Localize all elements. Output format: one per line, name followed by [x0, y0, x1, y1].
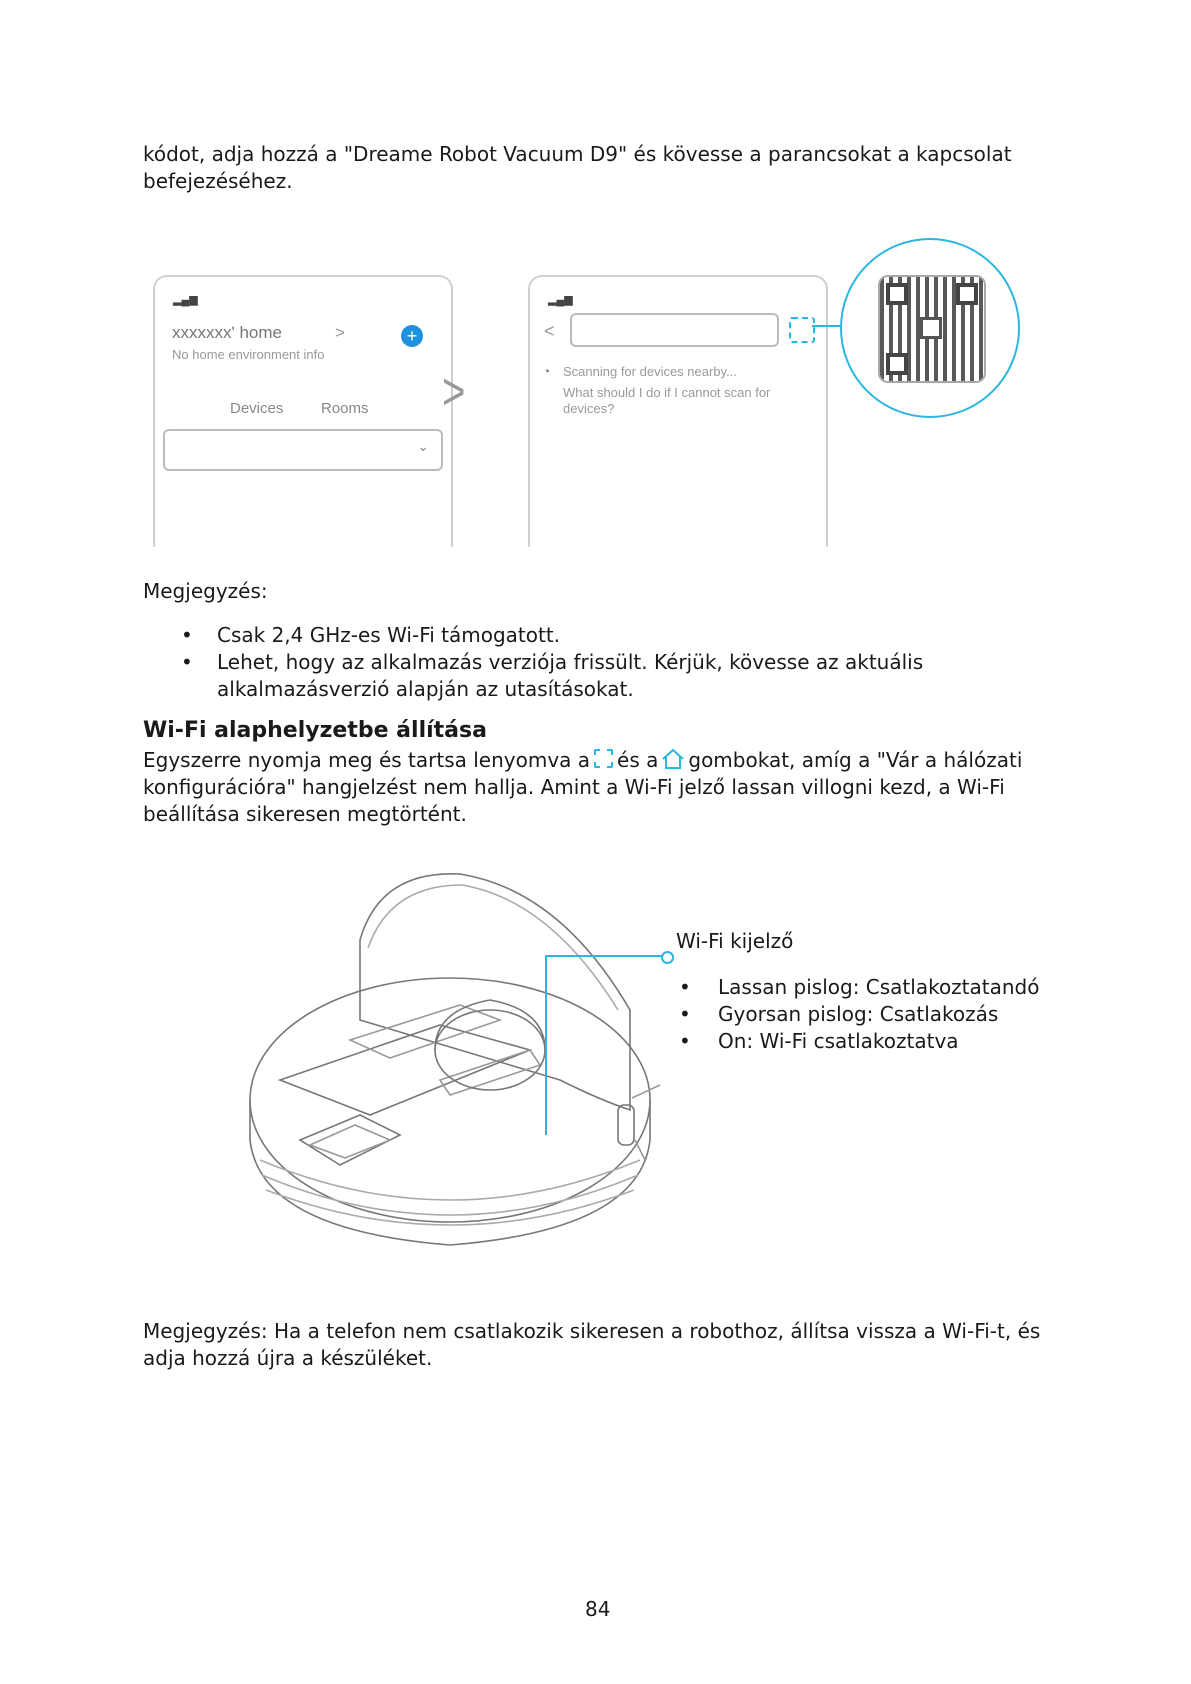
signal-icon: ▂▄▆ [173, 294, 198, 306]
list-item-continuation: alkalmazásverzió alapján az utasításokat. [217, 677, 634, 701]
indicator-leader-horizontal [545, 955, 665, 957]
qr-code-icon [878, 275, 986, 383]
intro-paragraph [143, 141, 1103, 195]
section-heading: Wi-Fi alaphelyzetbe állítása [143, 718, 487, 743]
wifi-reset-line-3: beállítása sikeresen megtörtént. [143, 802, 467, 826]
add-device-icon: + [401, 325, 423, 347]
app-illustration [140, 230, 1040, 560]
chevron-down-icon: ⌄ [417, 438, 429, 454]
wifi-reset-paragraph [143, 747, 1123, 828]
qr-finder-tr [956, 283, 978, 305]
list-item: • Lehet, hogy az alkalmazás verziója frissült. Kérjük, kövesse az aktuális [143, 649, 1103, 676]
tab-rooms: Rooms [321, 400, 369, 417]
list-item: • On: Wi-Fi csatlakoztatva [641, 1028, 1081, 1055]
help-line-1: What should I do if I cannot scan for [563, 385, 771, 400]
arrow-right-icon: > [442, 363, 466, 421]
device-dropdown [163, 429, 443, 471]
spot-clean-icon [594, 749, 613, 768]
indicator-leader-vertical [545, 955, 547, 1135]
wifi-indicator-label: Wi-Fi kijelző [676, 929, 794, 953]
wifi-indicator-states [641, 974, 1081, 1055]
phone-screen-scan [528, 275, 828, 547]
scanning-icon: ◔ [542, 363, 551, 379]
home-icon [660, 748, 686, 770]
note-2-line-2: adja hozzá újra a készüléket. [143, 1346, 433, 1370]
home-label: xxxxxxx' home [172, 323, 282, 342]
search-box [570, 313, 779, 347]
home-subtitle: No home environment info [172, 347, 325, 362]
qr-circle [840, 238, 1020, 418]
wifi-reset-line-1: Egyszerre nyomja meg és tartsa lenyomva a és a gombokat, amíg a "Vár a hálózati [143, 748, 1023, 772]
scanning-text: Scanning for devices nearby... [563, 364, 737, 379]
note-2-line-1: Megjegyzés: Ha a telefon nem csatlakozik sikeresen a robothoz, állítsa vissza a Wi-Fi-t, és [143, 1319, 1041, 1343]
tab-devices: Devices [230, 400, 284, 417]
intro-line-2: befejezéséhez. [143, 169, 293, 193]
list-item: • Gyorsan pislog: Csatlakozás [641, 1001, 1081, 1028]
intro-line-1: kódot, adja hozzá a "Dreame Robot Vacuum D9" és kövesse a parancsokat a kapcsolat [143, 142, 1012, 166]
list-item: • Lassan pislog: Csatlakoztatandó [641, 974, 1081, 1001]
wifi-reset-line-2: konfigurációra" hangjelzést nem hallja. Amint a Wi-Fi jelző lassan villogni kezd, a Wi-Fi [143, 775, 1005, 799]
phone-screen-home [153, 275, 453, 547]
signal-icon: ▂▄▆ [548, 294, 573, 306]
note-2-paragraph [143, 1318, 1123, 1372]
qr-finder-tl [886, 283, 908, 305]
chevron-right-icon: > [335, 323, 345, 342]
page-number: 84 [585, 1597, 611, 1621]
qr-logo [920, 317, 942, 339]
note-label: Megjegyzés: [143, 579, 268, 603]
indicator-dot [661, 951, 674, 964]
qr-finder-bl [886, 353, 908, 375]
qr-connector-line [812, 325, 840, 327]
note-list [143, 622, 1103, 703]
scan-icon [789, 317, 815, 343]
robot-illustration [240, 860, 680, 1260]
help-line-2: devices? [563, 401, 615, 416]
list-item: • Csak 2,4 GHz-es Wi-Fi támogatott. [143, 622, 1103, 649]
back-icon: < [544, 321, 555, 341]
